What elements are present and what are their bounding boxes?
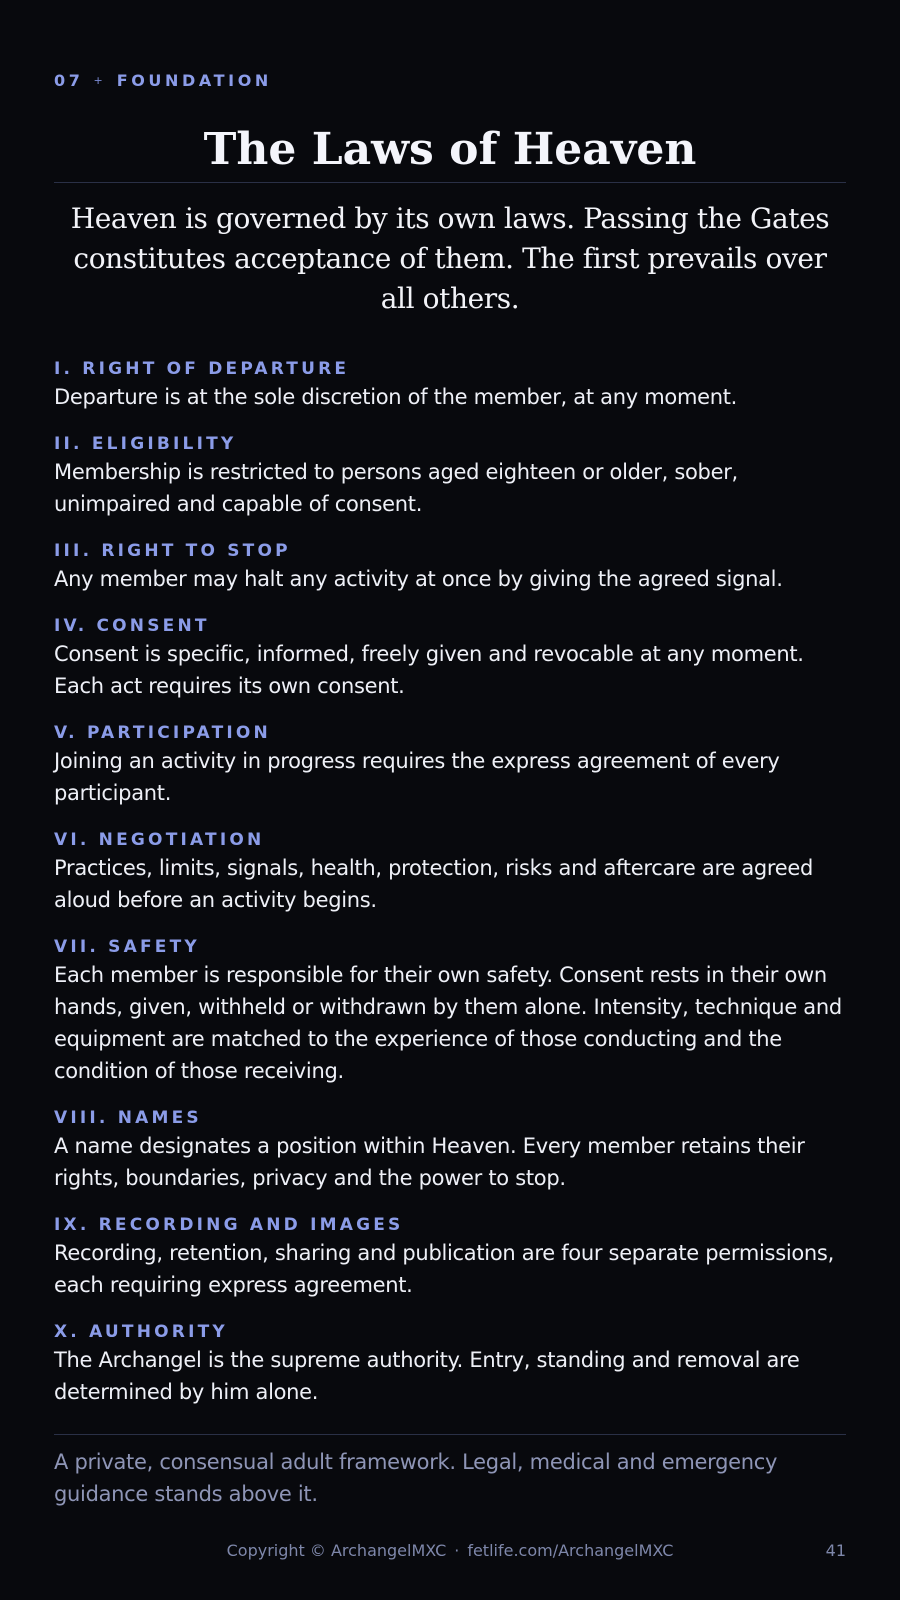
footer-credits <box>54 1538 846 1564</box>
law-item <box>54 539 846 595</box>
section-kicker <box>54 71 272 90</box>
law-text: A name designates a position within Heaven. Every member retains their rights, boundaries, privacy and the power to stop. <box>54 1134 805 1190</box>
law-text: Each member is responsible for their own safety. Consent rests in their own hands, given, withheld or withdrawn by them alone. Intensity, technique and equipment are matched to the experience of those conducting and the condition of those receiving. <box>54 963 842 1083</box>
law-heading: III. RIGHT TO STOP <box>54 541 291 561</box>
law-item <box>54 1213 846 1301</box>
law-item <box>54 1106 846 1194</box>
law-text: Practices, limits, signals, health, protection, risks and aftercare are agreed aloud before an activity begins. <box>54 856 814 912</box>
copyright-text: Copyright © ArchangelMXC <box>226 1541 447 1560</box>
law-heading: X. AUTHORITY <box>54 1322 228 1342</box>
law-text: Consent is specific, informed, freely given and revocable at any moment. Each act requires its own consent. <box>54 642 804 698</box>
law-item <box>54 614 846 702</box>
dot-separator: · <box>454 1541 460 1560</box>
law-item <box>54 357 846 413</box>
law-item <box>54 432 846 520</box>
law-text: Joining an activity in progress requires the express agreement of every participant. <box>54 749 780 805</box>
law-text: Recording, retention, sharing and publication are four separate permissions, each requiring express agreement. <box>54 1241 834 1297</box>
law-heading: V. PARTICIPATION <box>54 723 271 743</box>
page-footer <box>54 1538 846 1564</box>
section-number: 07 <box>54 71 84 90</box>
law-heading: VIII. NAMES <box>54 1108 202 1128</box>
page-number: 41 <box>825 1541 846 1560</box>
plus-separator-icon: + <box>93 74 103 87</box>
law-heading: I. RIGHT OF DEPARTURE <box>54 359 350 379</box>
law-text: The Archangel is the supreme authority. Entry, standing and removal are determined by him alone. <box>54 1348 800 1404</box>
footer-divider <box>54 1434 846 1435</box>
law-heading: IX. RECORDING AND IMAGES <box>54 1215 404 1235</box>
law-text: Any member may halt any activity at once by giving the agreed signal. <box>54 567 783 591</box>
profile-link[interactable]: fetlife.com/ArchangelMXC <box>467 1541 674 1560</box>
title-divider <box>54 182 846 183</box>
law-text: Membership is restricted to persons aged eighteen or older, sober, unimpaired and capable of consent. <box>54 460 738 516</box>
law-heading: VI. NEGOTIATION <box>54 830 265 850</box>
disclaimer: A private, consensual adult framework. Legal, medical and emergency guidance stands above it. <box>54 1450 778 1506</box>
law-text: Departure is at the sole discretion of the member, at any moment. <box>54 385 738 409</box>
page-title: The Laws of Heaven <box>203 124 697 175</box>
page <box>54 0 846 1600</box>
law-item <box>54 1320 846 1408</box>
laws-list <box>54 357 846 1427</box>
law-item <box>54 935 846 1087</box>
law-heading: IV. CONSENT <box>54 616 210 636</box>
law-item <box>54 721 846 809</box>
law-item <box>54 828 846 916</box>
section-label: FOUNDATION <box>116 71 272 90</box>
law-heading: II. ELIGIBILITY <box>54 434 237 454</box>
law-heading: VII. SAFETY <box>54 937 200 957</box>
intro-paragraph: Heaven is governed by its own laws. Passing the Gates constitutes acceptance of them. The first prevails over all others. <box>70 202 830 315</box>
